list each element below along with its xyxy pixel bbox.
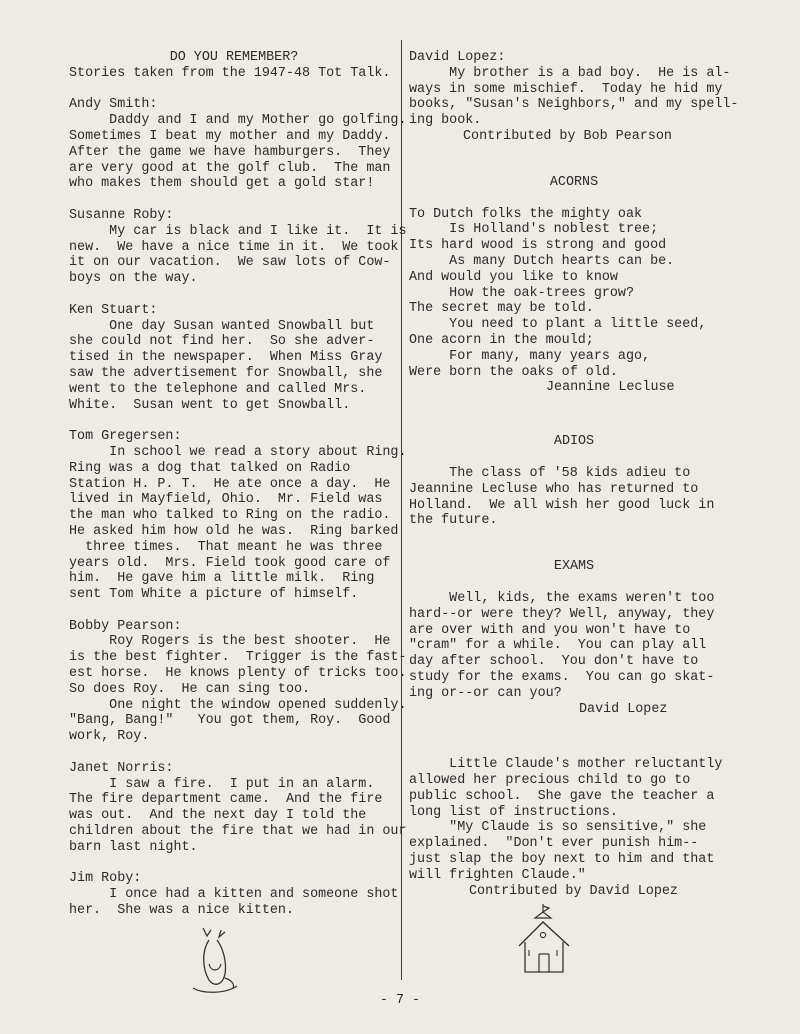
text-line: day after school. You don't have to: [409, 654, 699, 670]
text-line: Roy Rogers is the best shooter. He: [69, 634, 391, 650]
acorns-heading: ACORNS: [549, 174, 599, 190]
text-line: it on our vacation. We saw lots of Cow-: [69, 255, 391, 271]
story: [69, 97, 407, 192]
claude-joke: [409, 757, 739, 883]
text-line: Sometimes I beat my mother and my Daddy.: [69, 128, 391, 144]
text-line: study for the exams. You can go skat-: [409, 669, 715, 685]
text-line: The class of '58 kids adieu to: [409, 465, 691, 481]
text-line: So does Roy. He can sing too.: [69, 681, 311, 697]
text-line: White. Susan went to get Snowball.: [69, 397, 351, 413]
text-line: I once had a kitten and someone shot: [69, 887, 399, 903]
text-line: Were born the oaks of old.: [409, 364, 618, 380]
text-line: Station H. P. T. He ate once a day. He: [69, 476, 391, 492]
text-line: After the game we have hamburgers. They: [69, 144, 391, 160]
text-line: "My Claude is so sensitive," she: [409, 820, 707, 836]
text-line: books, "Susan's Neighbors," and my spell-: [409, 97, 739, 113]
text-line: allowed her precious child to go to: [409, 773, 691, 789]
right-column: [409, 50, 739, 899]
exams-text: [409, 591, 739, 702]
stories-list: [69, 97, 407, 919]
text-line: "cram" for a while. You can play all: [409, 638, 707, 654]
text-line: lived in Mayfield, Ohio. Mr. Field was: [69, 492, 383, 508]
text-line: One day Susan wanted Snowball but: [69, 318, 375, 334]
text-line: One night the window opened suddenly.: [69, 697, 407, 713]
exams-credit: David Lopez: [579, 701, 668, 717]
text-line: years old. Mrs. Field took good care of: [69, 555, 391, 571]
adios-heading: ADIOS: [553, 434, 595, 450]
story: [69, 871, 399, 918]
story: [69, 207, 407, 287]
text-line: long list of instructions.: [409, 804, 618, 820]
left-column: [69, 50, 407, 935]
text-line: will frighten Claude.": [409, 867, 586, 883]
text-line: How the oak-trees grow?: [409, 285, 634, 301]
text-line: her. She was a nice kitten.: [69, 903, 294, 919]
text-line: The fire department came. And the fire: [69, 792, 383, 808]
story: [69, 429, 407, 603]
text-line: boys on the way.: [69, 271, 198, 287]
page-number: - 7 -: [379, 993, 421, 1008]
text-line: My car is black and I like it. It is: [69, 223, 407, 239]
text-line: children about the fire that we had in our: [69, 824, 407, 840]
text-line: she could not find her. So she adver-: [69, 334, 375, 350]
story-credit: Contributed by Bob Pearson: [463, 128, 672, 144]
text-line: work, Roy.: [69, 729, 150, 745]
column-divider: [401, 40, 402, 980]
story: [69, 618, 407, 745]
text-line: sent Tom White a picture of himself.: [69, 587, 359, 603]
acorns-credit: Jeannine Lecluse: [546, 380, 675, 396]
text-line: In school we read a story about Ring.: [69, 444, 407, 460]
text-line: As many Dutch hearts can be.: [409, 253, 675, 269]
text-line: ing book.: [409, 113, 482, 129]
text-line: saw the advertisement for Snowball, she: [69, 365, 383, 381]
text-line: hard--or were they? Well, anyway, they: [409, 606, 715, 622]
adios-text: [409, 466, 739, 529]
story-author: Jim Roby:: [69, 871, 142, 887]
text-line: ways in some mischief. Today he hid my: [409, 81, 723, 97]
text-line: the future.: [409, 513, 498, 529]
text-line: Daddy and I and my Mother go golfing.: [69, 113, 407, 129]
story-author: David Lopez:: [409, 50, 506, 65]
text-line: est horse. He knows plenty of tricks too.: [69, 666, 407, 682]
section-subtitle: Stories taken from the 1947-48 Tot Talk.: [69, 65, 391, 81]
text-line: just slap the boy next to him and that: [409, 852, 715, 868]
text-line: new. We have a nice time in it. We took: [69, 239, 399, 255]
text-line: the man who talked to Ring on the radio.: [69, 508, 391, 524]
text-line: three times. That meant he was three: [69, 539, 383, 555]
exams-heading: EXAMS: [553, 559, 595, 575]
text-line: Little Claude's mother reluctantly: [409, 757, 723, 773]
text-line: My brother is a bad boy. He is al-: [409, 65, 731, 81]
schoolhouse-doodle-icon: [513, 902, 577, 978]
text-line: are over with and you won't have to: [409, 622, 691, 638]
text-line: is the best fighter. Trigger is the fast-: [69, 650, 407, 666]
text-line: public school. She gave the teacher a: [409, 788, 715, 804]
text-line: tised in the newspaper. When Miss Gray: [69, 350, 383, 366]
story: [69, 760, 407, 856]
cat-doodle-icon: [185, 922, 245, 997]
story-david-lopez: [409, 50, 739, 145]
story-author: Bobby Pearson:: [69, 618, 182, 634]
claude-credit: Contributed by David Lopez: [469, 883, 678, 899]
text-line: The secret may be told.: [409, 301, 594, 317]
text-line: "Bang, Bang!" You got them, Roy. Good: [69, 713, 391, 729]
text-line: I saw a fire. I put in an alarm.: [69, 776, 375, 792]
text-line: Jeannine Lecluse who has returned to: [409, 481, 699, 497]
text-line: Is Holland's noblest tree;: [409, 222, 659, 238]
text-line: Its hard wood is strong and good: [409, 238, 667, 254]
text-line: You need to plant a little seed,: [409, 317, 707, 333]
story-author: Tom Gregersen:: [69, 429, 182, 445]
acorns-poem: [409, 207, 739, 381]
text-line: For many, many years ago,: [409, 348, 651, 364]
story: [69, 303, 399, 414]
text-line: To Dutch folks the mighty oak: [409, 206, 643, 222]
text-line: barn last night.: [69, 839, 198, 855]
text-line: One acorn in the mould;: [409, 332, 594, 348]
text-line: Well, kids, the exams weren't too: [409, 590, 715, 606]
text-line: are very good at the golf club. The man: [69, 160, 391, 176]
text-line: And would you like to know: [409, 269, 618, 285]
text-line: Ring was a dog that talked on Radio: [69, 460, 351, 476]
text-line: him. He gave him a little milk. Ring: [69, 571, 375, 587]
text-line: was out. And the next day I told the: [69, 808, 367, 824]
story-author: Janet Norris:: [69, 760, 174, 776]
text-line: explained. "Don't ever punish him--: [409, 836, 699, 852]
text-line: Holland. We all wish her good luck in: [409, 497, 715, 513]
story-author: Andy Smith:: [69, 97, 158, 113]
section-title: DO YOU REMEMBER?: [169, 50, 299, 65]
text-line: ing or--or can you?: [409, 685, 562, 701]
text-line: went to the telephone and called Mrs.: [69, 381, 367, 397]
story-author: Ken Stuart:: [69, 302, 158, 318]
text-line: He asked him how old he was. Ring barked: [69, 523, 399, 539]
text-line: who makes them should get a gold star!: [69, 176, 375, 192]
story-author: Susanne Roby:: [69, 207, 174, 223]
